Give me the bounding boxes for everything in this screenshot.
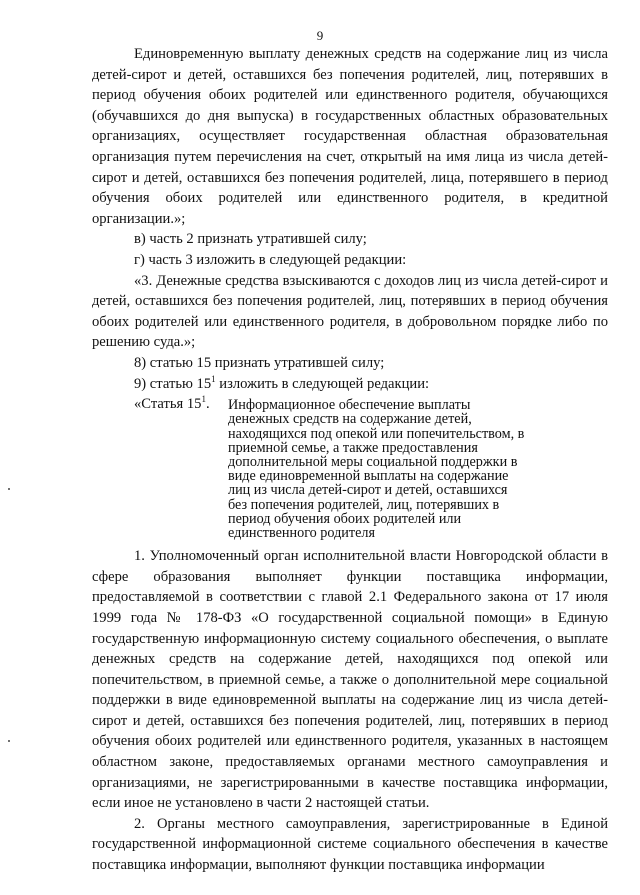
paragraph-intro: Единовременную выплату денежных средств на содержание лиц из числа детей-сирот и детей, оставшихся без попечения родителей, лиц, потерявших в период обучения обоих родителей или единственного родителя, обучающихся (обучавшихся до дня выпуска) в государственных областных образовательных организациях, осуществляет государственная областная образовательная организация путем перечисления на счет, открытый на имя лица из числа детей-сирот и детей, оставшихся без попечения родителей, лица, потерявшего в период обучения обоих родителей или единственного родителя, в кредитной организации.»; <box>92 46 608 227</box>
article-label-prefix: «Статья 15 <box>134 396 202 413</box>
article-label <box>134 394 228 546</box>
list-item-g: г) часть 3 изложить в следующей редакции: <box>134 251 407 268</box>
list-item-9 <box>92 374 608 395</box>
document-body <box>92 44 608 876</box>
article-label-superscript: 1 <box>201 394 206 405</box>
list-item-9-prefix: 9) статью 15 <box>134 375 212 392</box>
article-label-suffix: . <box>205 396 210 413</box>
list-item-8: 8) статью 15 признать утратившей силу; <box>134 354 385 371</box>
list-item-v: в) часть 2 признать утратившей силу; <box>134 231 367 248</box>
article-heading <box>92 394 608 546</box>
scan-artifact-dot <box>8 488 10 490</box>
list-item-9-suffix: изложить в следующей редакции: <box>215 375 430 392</box>
paragraph-part-3: «3. Денежные средства взыскиваются с доходов лиц из числа детей-сирот и детей, оставшихся без попечения родителей, лиц, потерявших в период обучения обоих родителей или единственного родителя, в добровольном порядке либо по решению суда.»; <box>92 272 608 351</box>
scan-artifact-dot <box>8 740 10 742</box>
list-item-9-superscript: 1 <box>211 373 216 384</box>
paragraph-part-2: 2. Органы местного самоуправления, зарегистрированные в Единой государственной информационной системе социального обеспечения в качестве поставщика информации, выполняют функции поставщика информации <box>92 815 608 874</box>
article-title: Информационное обеспечение выплаты денежных средств на содержание детей, находящихся под опекой или попечительством, в приемной семье, а также предоставления дополнительной меры социальной поддержки в виде единовременной выплаты на содержание лиц из числа детей-сирот и детей, оставшихся без попечения родителей, лиц, потерявших в период обучения обоих родителей или единственного родителя <box>228 397 525 541</box>
page-number: 9 <box>316 28 324 43</box>
paragraph-part-1: 1. Уполномоченный орган исполнительной власти Новгородской области в сфере образования выполняет функции поставщика информации, предоставляемой в соответствии с главой 2.1 Федерального закона от 17 июля 1999 года № 178-ФЗ «О государственной социальной помощи» в Единую государственную информационную систему социального обеспечения, о выплате денежных средств на содержание детей, находящихся под опекой или попечительством, в приемной семье, а также о дополнительной мере социальной поддержки в виде единовременной выплаты на содержание лиц из числа детей-сирот и детей, оставшихся без попечения родителей, лиц, потерявших в период обучения обоих родителей или единственного родителя, указанных в настоящем областном законе, предоставляемых органами местного самоуправления и организациями, не зарегистрированными в качестве поставщика информации, если иное не установлено в части 2 настоящей статьи. <box>92 548 608 812</box>
